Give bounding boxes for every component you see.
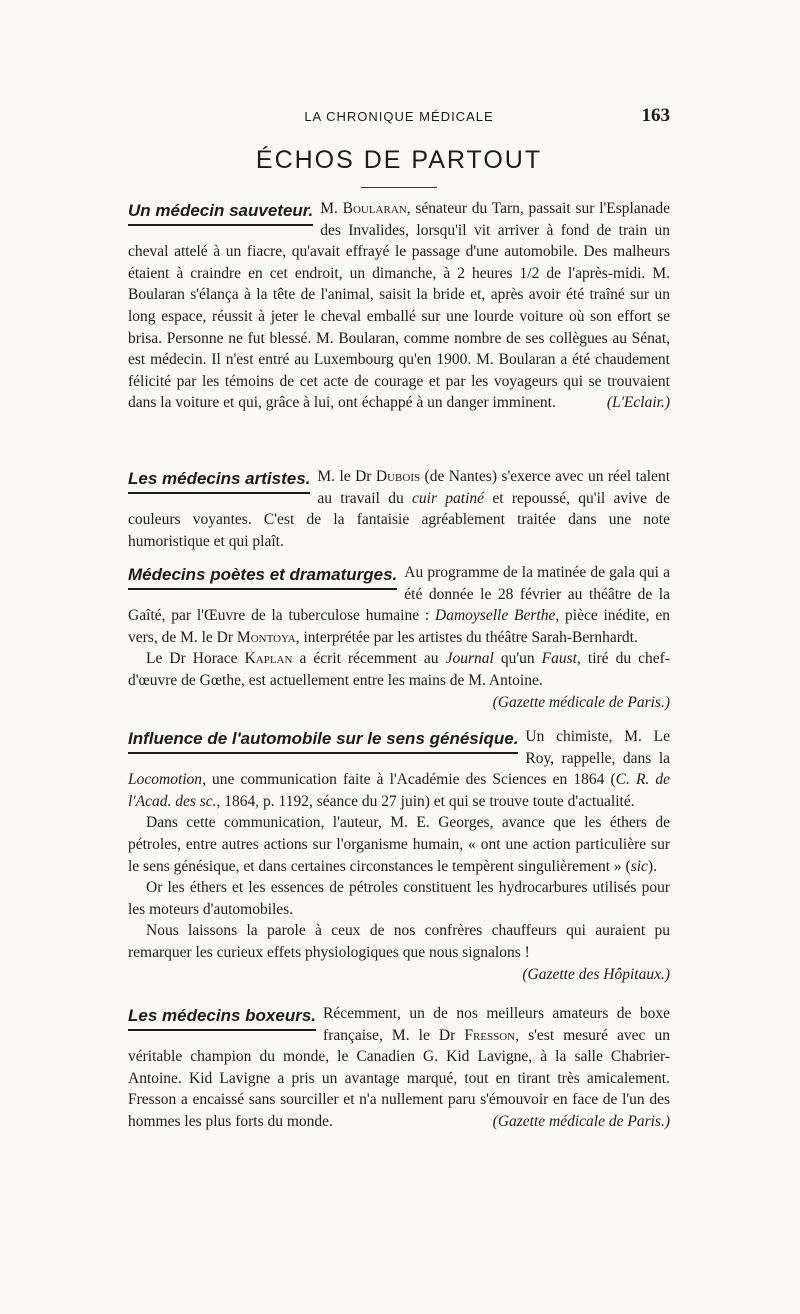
section-body: Un chimiste, M. Le Roy, rappelle, dans la Locomotion, une communication faite à l'Académie des Sciences en 1864 (C. R. de l'Acad. des sc., 1864, p. 1192, séance du 27 juin) et qui se trouve toute d'actualité. xyxy=(128,728,671,810)
page-header xyxy=(128,105,670,129)
section-medecins-boxeurs xyxy=(128,1003,670,1133)
section-body: M. Boularan, sénateur du Tarn, passait sur l'Esplanade des Invalides, lorsqu'il vit arriver à fond de train un cheval attelé à un fiacre, qu'avait effrayé le passage d'une automobile. Des malheurs étaient à craindre en cet endroit, un dimanche, à 2 heures 1/2 de l'après-midi. M. Boularan s'élança à la tête de l'animal, saisit la bride et, après avoir été traîné sur un long espace, réussit à jeter le cheval emballé sur une lourde voiture où son effort se brisa. Personne ne fut blessé. M. Boularan, comme nombre de ses collègues au Sénat, est médecin. Il n'est entré au Luxembourg qu'en 1900. M. Boularan a été chaudement félicité par les témoins de cet acte de courage et par les voyageurs qui se trouvaient dans la voiture et qui, grâce à lui, ont échappé à un danger imminent. (L'Eclair.) xyxy=(128,198,670,414)
section-heading: Un médecin sauveteur. xyxy=(128,200,313,226)
section-body: Nous laissons la parole à ceux de nos confrères chauffeurs qui auraient pu remarquer les curieux effets physiologiques que nous signalons ! (Gazette des Hôpitaux.) xyxy=(128,920,670,963)
section-influence-automobile xyxy=(128,726,670,985)
section-body: Or les éthers et les essences de pétroles constituent les hydrocarbures utilisés pour les moteurs d'automobiles. xyxy=(128,879,670,918)
section-heading: Médecins poètes et dramaturges. xyxy=(128,564,397,590)
section-source: (Gazette médicale de Paris.) xyxy=(492,1112,670,1130)
section-source: (L'Eclair.) xyxy=(606,394,670,412)
section-medecins-artistes xyxy=(128,466,670,552)
section-source: (Gazette médicale de Paris.) xyxy=(492,693,670,711)
section-body: Récemment, un de nos meilleurs amateurs de boxe française, M. le Dr Fresson, s'est mesuré avec un véritable champion du monde, le Canadien G. Kid Lavigne, à la salle Chabrier-Antoine. Kid Lavigne a pris un avantage marqué, tout en tirant très amicalement. Fresson a encaissé sans sourciller et n'a nullement paru s'émouvoir en face de l'un des hommes les plus forts du monde. (Gazette médicale de Paris.) xyxy=(128,1003,670,1133)
section-heading: Les médecins boxeurs. xyxy=(128,1005,316,1031)
title-rule xyxy=(361,187,437,188)
section-body: M. le Dr Dubois (de Nantes) s'exerce avec un réel talent au travail du cuir patiné et repoussé, qu'il avive de couleurs voyantes. C'est de la fantaisie agréablement traitée dans une note humoristique et qui plaît. xyxy=(128,468,670,550)
section-medecin-sauveteur xyxy=(128,198,670,414)
page-title: ÉCHOS DE PARTOUT xyxy=(255,146,543,174)
section-medecins-poetes xyxy=(128,562,670,713)
running-title: LA CHRONIQUE MÉDICALE xyxy=(304,109,494,124)
section-heading: Influence de l'automobile sur le sens génésique. xyxy=(128,728,518,754)
section-body: Au programme de la matinée de gala qui a été donnée le 28 février au théâtre de la Gaîté, par l'Œuvre de la tuberculose humaine : Damoyselle Berthe, pièce inédite, en vers, de M. le Dr Montoya, interprétée par les artistes du théâtre Sarah-Bernhardt. xyxy=(128,564,670,646)
section-heading: Les médecins artistes. xyxy=(128,468,310,494)
section-body: Le Dr Horace Kaplan a écrit récemment au Journal qu'un Faust, tiré du chef-d'œuvre de Gœthe, est actuellement entre les mains de M. Antoine. (Gazette médicale de Paris.) xyxy=(128,648,670,691)
section-body: Dans cette communication, l'auteur, M. E. Georges, avance que les éthers de pétroles, entre autres actions sur l'organisme humain, « ont une action particulière sur le sens génésique, et dans certaines circonstances le tempèrent singulièrement » (sic). xyxy=(128,814,670,875)
section-source: (Gazette des Hôpitaux.) xyxy=(522,965,670,983)
page-number: 163 xyxy=(641,105,670,126)
